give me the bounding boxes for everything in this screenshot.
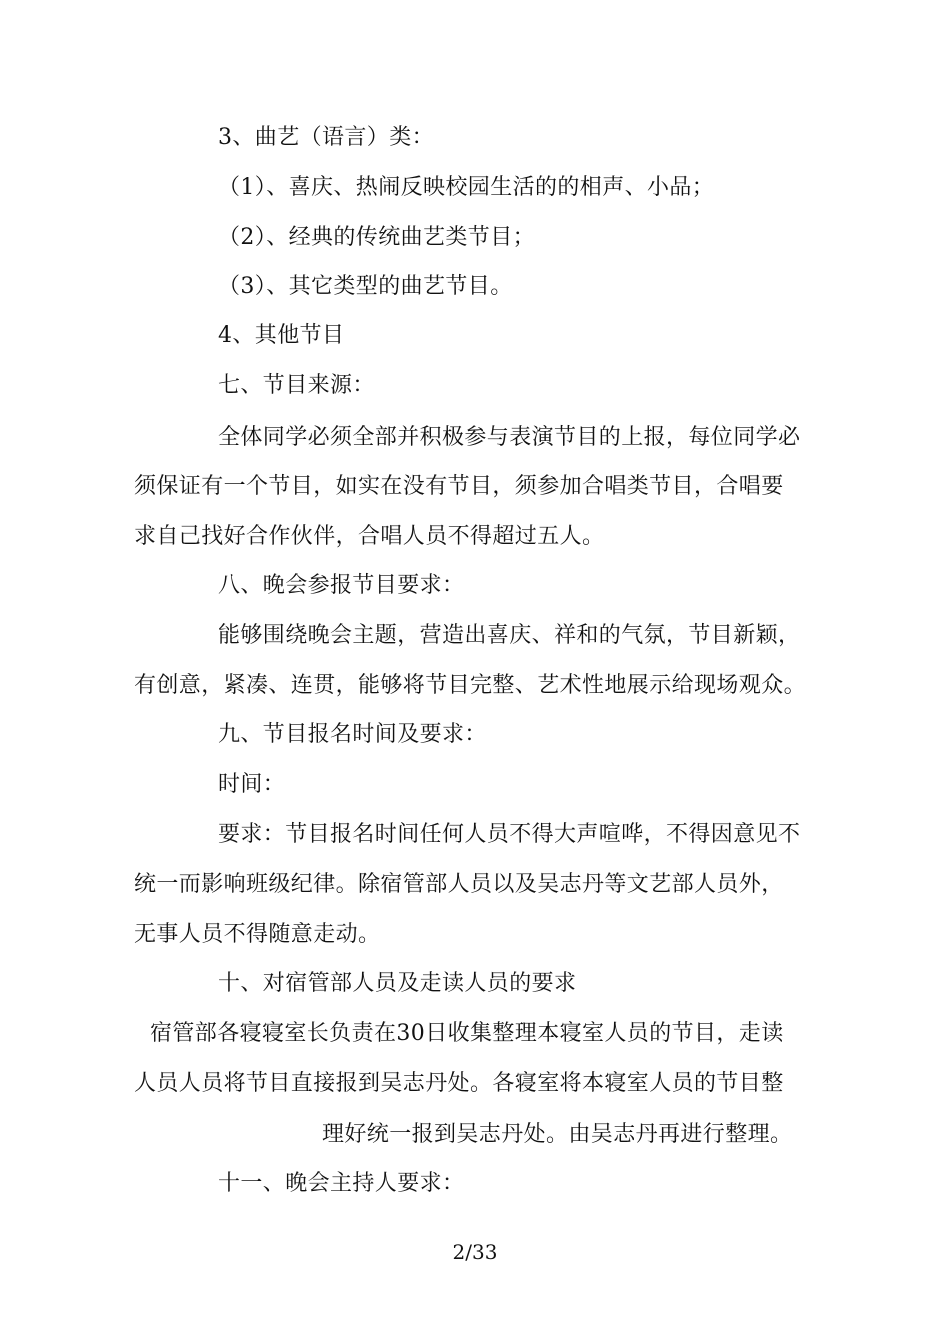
text-line: 统一而影响班级纪律。除宿管部人员以及吴志丹等文艺部人员外， — [134, 872, 784, 897]
text-line: 要求：节目报名时间任何人员不得大声喧哗，不得因意见不 — [218, 822, 801, 847]
section-heading: 十、对宿管部人员及走读人员的要求 — [218, 971, 577, 996]
text-line: 有创意，紧凑、连贯，能够将节目完整、艺术性地展示给现场观众。 — [134, 673, 807, 698]
text-line: 3、曲艺（语言）类： — [218, 125, 434, 150]
text-line: 须保证有一个节目，如实在没有节目，须参加合唱类节目，合唱要 — [134, 474, 784, 499]
section-heading: 七、节目来源： — [218, 373, 375, 398]
text-line: 4、其他节目 — [218, 323, 345, 348]
page-number: 2/33 — [452, 1240, 498, 1264]
text-line: 人员人员将节目直接报到吴志丹处。各寝室将本寝室人员的节目整 — [134, 1071, 784, 1096]
text-line: 理好统一报到吴志丹处。由吴志丹再进行整理。 — [322, 1122, 793, 1147]
text-line: （1）、喜庆、热闹反映校园生活的的相声、小品； — [218, 175, 715, 200]
text-line: （3）、其它类型的曲艺节目。 — [218, 274, 513, 299]
section-heading: 十一、晚会主持人要求： — [218, 1171, 465, 1196]
text-line: 时间： — [218, 772, 286, 797]
text-line: 全体同学必须全部并积极参与表演节目的上报，每位同学必 — [218, 425, 801, 450]
text-line: 宿管部各寝寝室长负责在30日收集整理本寝室人员的节目，走读 — [150, 1021, 784, 1046]
section-heading: 八、晚会参报节目要求： — [218, 573, 465, 598]
section-heading: 九、节目报名时间及要求： — [218, 722, 487, 747]
text-line: （2）、经典的传统曲艺类节目； — [218, 225, 535, 250]
text-line: 求自己找好合作伙伴，合唱人员不得超过五人。 — [134, 524, 605, 549]
text-line: 无事人员不得随意走动。 — [134, 922, 381, 947]
text-line: 能够围绕晚会主题，营造出喜庆、祥和的气氛，节目新颖， — [218, 623, 801, 648]
